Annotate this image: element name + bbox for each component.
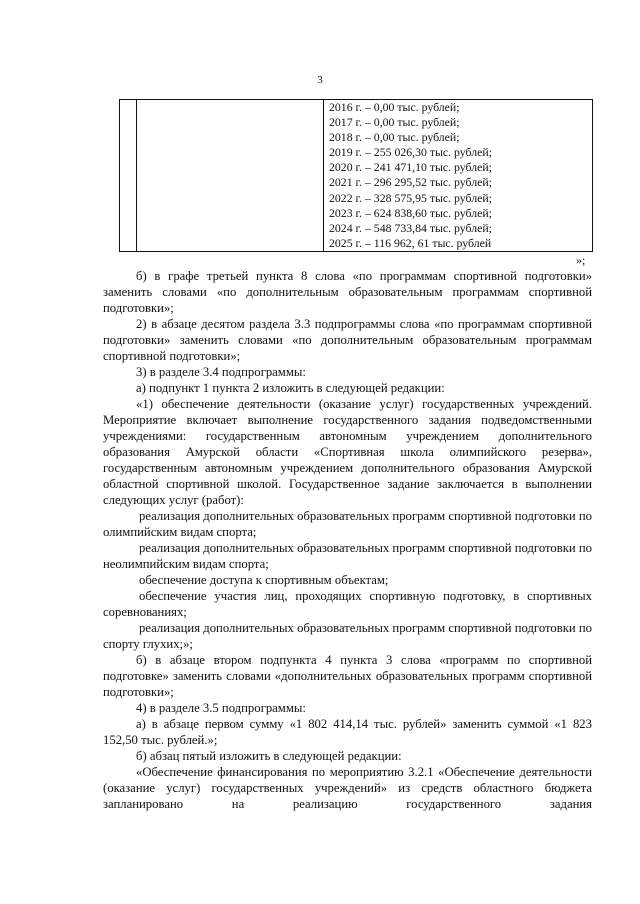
paragraph: 2) в абзаце десятом раздела 3.3 подпрограммы слова «по программам спортивной подготовки» заменить словами «по дополнительным образовательным программам спортивной подготовки»;: [103, 317, 592, 363]
table-row: [120, 100, 593, 252]
paragraph: «1) обеспечение деятельности (оказание услуг) государственных учреждений. Мероприятие включает выполнение государственного задания подведомственными учреждениями: государственным автономным учреждением дополнительного образования Амурской области «Спортивная школа олимпийского резерва», государственным автономным учреждением дополнительного образования Амурской областной спортивной школой. Государственное задание заключается в выполнении следующих услуг (работ):: [103, 397, 592, 507]
funding-line: 2017 г. – 0,00 тыс. рублей;: [329, 115, 460, 130]
funding-line: 2023 г. – 624 838,60 тыс. рублей;: [329, 205, 492, 220]
paragraph: обеспечение доступа к спортивным объектам;: [139, 573, 389, 587]
paragraph: а) подпункт 1 пункта 2 изложить в следующей редакции:: [136, 381, 445, 395]
paragraph: б) в абзаце втором подпункта 4 пункта 3 слова «программ по спортивной подготовке» заменить словами «дополнительных образовательных программ спортивной подготовки»;: [103, 653, 592, 699]
funding-line: 2019 г. – 255 026,30 тыс. рублей;: [329, 145, 492, 160]
paragraph: 3) в разделе 3.4 подпрограммы:: [136, 365, 306, 379]
paragraph: реализация дополнительных образовательных программ спортивной подготовки по олимпийским видам спорта;: [103, 509, 592, 539]
paragraph: реализация дополнительных образовательных программ спортивной подготовки по спорту глухих;»;: [103, 621, 592, 651]
table-cell-label: [137, 100, 324, 252]
funding-line: 2016 г. – 0,00 тыс. рублей;: [329, 100, 460, 114]
funding-line: 2022 г. – 328 575,95 тыс. рублей;: [329, 190, 492, 205]
paragraph: б) абзац пятый изложить в следующей редакции:: [136, 749, 402, 763]
funding-line: 2018 г. – 0,00 тыс. рублей;: [329, 130, 460, 145]
table-cell-funding: [324, 100, 593, 252]
paragraph: «Обеспечение финансирования по мероприятию 3.2.1 «Обеспечение деятельности (оказание услуг) государственных учреждений» из средств областного бюджета запланировано на реализацию государственного задания: [103, 765, 592, 811]
funding-table: [119, 99, 593, 252]
table-cell-number: [120, 100, 137, 252]
funding-line: 2021 г. – 296 295,52 тыс. рублей;: [329, 175, 492, 190]
paragraph: б) в графе третьей пункта 8 слова «по программам спортивной подготовки» заменить словами «по дополнительным образовательным программам спортивной подготовки»;: [103, 269, 592, 315]
paragraph: 4) в разделе 3.5 подпрограммы:: [136, 701, 306, 715]
funding-line: 2025 г. – 116 962, 61 тыс. рублей: [329, 235, 492, 250]
closing-quote: »;: [576, 253, 586, 267]
body-text: [103, 268, 592, 812]
page-number: 3: [317, 74, 323, 86]
paragraph: обеспечение участия лиц, проходящих спортивную подготовку, в спортивных соревнованиях;: [103, 589, 592, 619]
funding-line: 2020 г. – 241 471,10 тыс. рублей;: [329, 160, 492, 175]
paragraph: реализация дополнительных образовательных программ спортивной подготовки по неолимпийским видам спорта;: [103, 541, 592, 571]
funding-line: 2024 г. – 548 733,84 тыс. рублей;: [329, 220, 492, 235]
paragraph: а) в абзаце первом сумму «1 802 414,14 тыс. рублей» заменить суммой «1 823 152,50 тыс. рублей.»;: [103, 717, 592, 747]
